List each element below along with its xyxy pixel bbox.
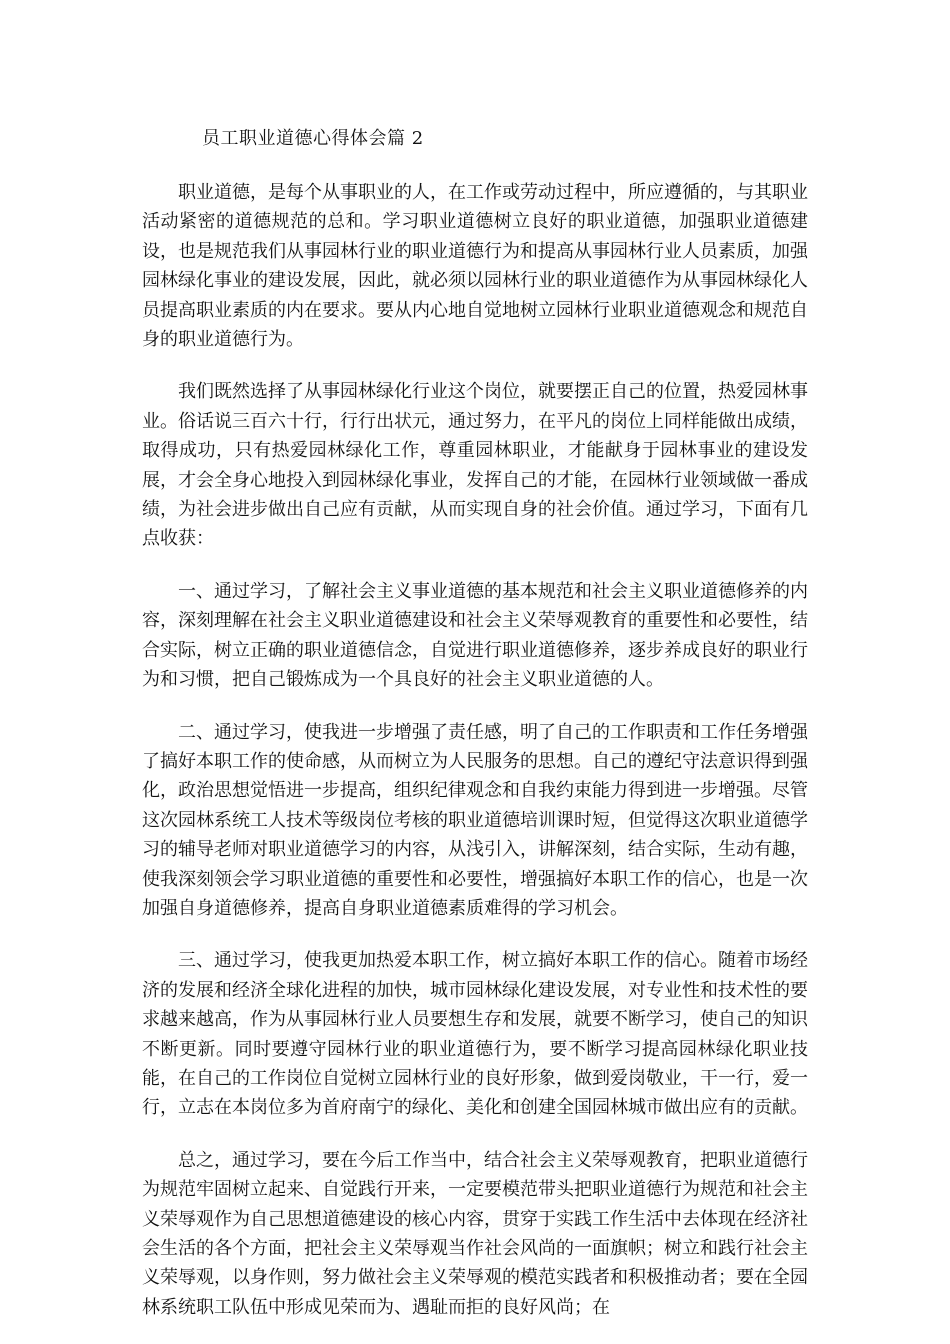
paragraph-summary: 总之，通过学习，要在今后工作当中，结合社会主义荣辱观教育，把职业道德行为规范牢固树立起来、自觉践行开来，一定要模范带头把职业道德行为规范和社会主义荣辱观作为自己思想道德建设的核心内容，贯穿于实践工作生活中去体现在经济社会生活的各个方面，把社会主义荣辱观当作社会风尚的一面旗帜；树立和践行社会主义荣辱观，以身作则，努力做社会主义荣辱观的模范实践者和积极推动者；要在全园林系统职工队伍中形成见荣而为、遇耻而拒的良好风尚；在	[142, 1149, 808, 1318]
document-title: 员工职业道德心得体会篇 2	[202, 128, 424, 149]
paragraph-gain-three: 三、通过学习，使我更加热爱本职工作，树立搞好本职工作的信心。随着市场经济的发展和经济全球化进程的加快，城市园林绿化建设发展，对专业性和技术性的要求越来越高，作为从事园林行业人员要想生存和发展，就要不断学习，使自己的知识不断更新。同时要遵守园林行业的职业道德行为，要不断学习提高园林绿化职业技能，在自己的工作岗位自觉树立园林行业的良好形象，做到爱岗敬业，干一行，爱一行，立志在本岗位多为首府南宁的绿化、美化和创建全国园林城市做出应有的贡献。	[142, 950, 808, 1119]
paragraph-gain-two: 二、通过学习，使我进一步增强了责任感，明了自己的工作职责和工作任务增强了搞好本职工作的使命感，从而树立为人民服务的思想。自己的遵纪守法意识得到强化，政治思想觉悟进一步提高，组织纪律观念和自我约束能力得到进一步增强。尽管这次园林系统工人技术等级岗位考核的职业道德培训课时短，但觉得这次职业道德学习的辅导老师对职业道德学习的内容，从浅引入，讲解深刻，结合实际，生动有趣，使我深刻领会学习职业道德的重要性和必要性，增强搞好本职工作的信心，也是一次加强自身道德修养，提高自身职业道德素质难得的学习机会。	[142, 721, 808, 919]
paragraph-definition: 职业道德，是每个从事职业的人，在工作或劳动过程中，所应遵循的，与其职业活动紧密的道德规范的总和。学习职业道德树立良好的职业道德，加强职业道德建设，也是规范我们从事园林行业的职业道德行为和提高从事园林行业人员素质，加强园林绿化事业的建设发展，因此，就必须以园林行业的职业道德作为从事园林绿化人员提高职业素质的内在要求。要从内心地自觉地树立园林行业职业道德观念和规范自身的职业道德行为。	[142, 182, 808, 351]
paragraph-career-choice: 我们既然选择了从事园林绿化行业这个岗位，就要摆正自己的位置，热爱园林事业。俗话说三百六十行，行行出状元，通过努力，在平凡的岗位上同样能做出成绩，取得成功，只有热爱园林绿化工作，尊重园林职业，才能献身于园林事业的建设发展，才会全身心地投入到园林绿化事业，发挥自己的才能，在园林行业领域做一番成绩，为社会进步做出自己应有贡献，从而实现自身的社会价值。通过学习，下面有几点收获：	[142, 381, 808, 550]
document-body	[142, 122, 808, 1322]
paragraph-gain-one: 一、通过学习，了解社会主义事业道德的基本规范和社会主义职业道德修养的内容，深刻理解在社会主义职业道德建设和社会主义荣辱观教育的重要性和必要性，结合实际，树立正确的职业道德信念，自觉进行职业道德修养，逐步养成良好的职业行为和习惯，把自己锻炼成为一个具良好的社会主义职业道德的人。	[142, 580, 808, 691]
